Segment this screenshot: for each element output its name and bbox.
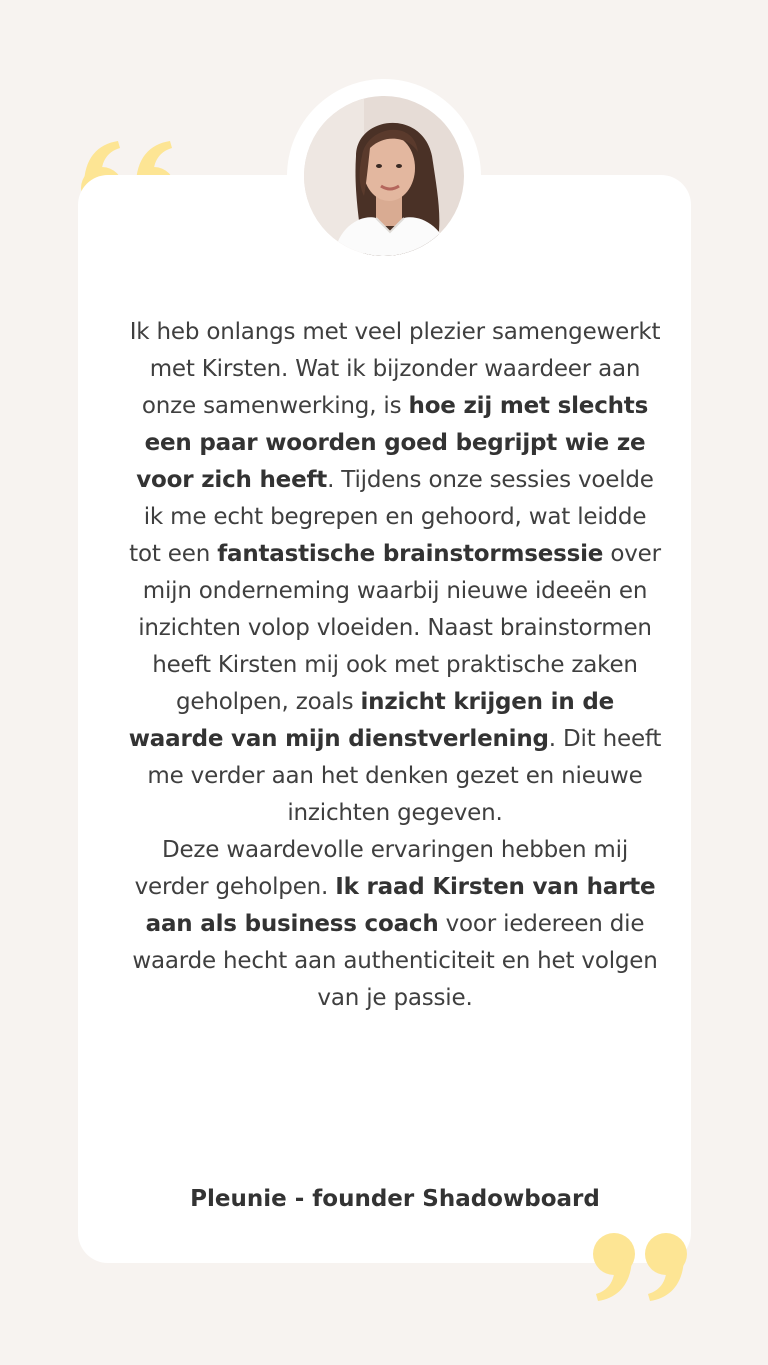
testimonial-segment: Ik heb onlangs met veel plezier samengewerkt met Kirsten. Wat ik bijzonder waardeer aan onze samenwerking, is bbox=[129, 319, 661, 419]
avatar bbox=[304, 96, 464, 256]
testimonial-text bbox=[128, 314, 662, 1017]
testimonial-segment: Deze waardevolle ervaringen hebben mij verder geholpen. bbox=[134, 837, 629, 900]
testimonial-segment: over mijn onderneming waarbij nieuwe ideeën en inzichten volop vloeiden. Naast brainstormen heeft Kirsten mij ook met praktische zaken geholpen, zoals bbox=[138, 541, 661, 715]
testimonial-segment: . Dit heeft me verder aan het denken gezet en nieuwe inzichten gegeven. bbox=[147, 726, 662, 826]
testimonial-author: Pleunie - founder Shadowboard bbox=[190, 1186, 600, 1212]
testimonial-highlight: fantastische brainstormsessie bbox=[217, 541, 604, 567]
portrait-photo-icon bbox=[304, 96, 464, 256]
closing-quote-icon bbox=[588, 1228, 688, 1304]
testimonial-segment: voor iedereen die waarde hecht aan authenticiteit en het volgen van je passie. bbox=[132, 911, 658, 1011]
avatar-frame bbox=[287, 79, 481, 273]
testimonial-segment: . Tijdens onze sessies voelde ik me echt begrepen en gehoord, wat leidde tot een bbox=[129, 467, 654, 567]
testimonial-highlight: inzicht krijgen in de waarde van mijn dienstverlening bbox=[128, 689, 614, 752]
testimonial-highlight: Ik raad Kirsten van harte aan als business coach bbox=[145, 874, 656, 937]
testimonial-highlight: hoe zij met slechts een paar woorden goed begrijpt wie ze voor zich heeft bbox=[136, 393, 649, 493]
